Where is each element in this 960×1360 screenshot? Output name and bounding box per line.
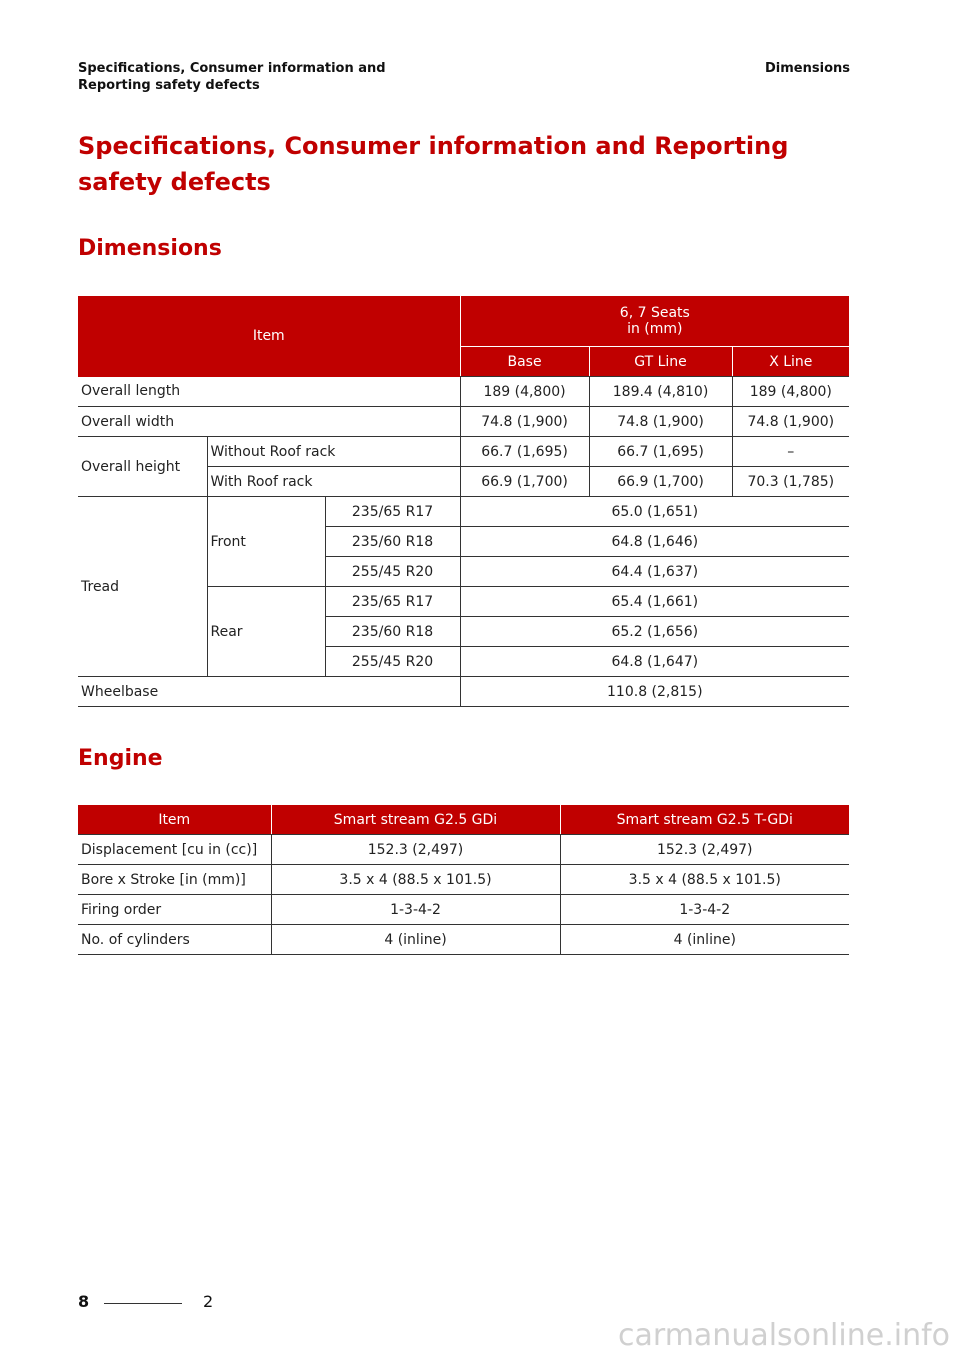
table-row xyxy=(78,407,849,437)
dimensions-header-x-line: X Line xyxy=(732,347,849,377)
cell-g25-tgdi: 3.5 x 4 (88.5 x 101.5) xyxy=(560,865,849,895)
row-label: Firing order xyxy=(78,895,271,925)
cell-value: 110.8 (2,815) xyxy=(460,677,849,707)
table-row xyxy=(78,865,849,895)
running-header-line1: Specifications, Consumer information and xyxy=(78,61,386,76)
cell-gt-line: 66.9 (1,700) xyxy=(589,467,732,497)
cell-g25-tgdi: 4 (inline) xyxy=(560,925,849,955)
cell-value: 64.8 (1,646) xyxy=(460,527,849,557)
dimensions-heading: Dimensions xyxy=(78,236,222,261)
cell-base: 189 (4,800) xyxy=(460,377,589,407)
table-row xyxy=(78,835,849,865)
cell-tire-size: 255/45 R20 xyxy=(325,647,460,677)
engine-header-g25-gdi: Smart stream G2.5 GDi xyxy=(271,805,560,835)
cell-x-line: 74.8 (1,900) xyxy=(732,407,849,437)
cell-tire-size: 255/45 R20 xyxy=(325,557,460,587)
cell-value: 65.2 (1,656) xyxy=(460,617,849,647)
engine-header-row xyxy=(78,805,849,835)
cell-value: 65.0 (1,651) xyxy=(460,497,849,527)
table-row xyxy=(78,895,849,925)
dimensions-header-base: Base xyxy=(460,347,589,377)
cell-value: 64.4 (1,637) xyxy=(460,557,849,587)
dimensions-header-row xyxy=(78,296,849,347)
page-title: Specifications, Consumer information and Reporting safety defects xyxy=(78,132,789,196)
footer-divider xyxy=(104,1303,182,1304)
cell-g25-gdi: 3.5 x 4 (88.5 x 101.5) xyxy=(271,865,560,895)
table-row xyxy=(78,497,849,527)
cell-base: 74.8 (1,900) xyxy=(460,407,589,437)
row-sublabel: With Roof rack xyxy=(207,467,460,497)
engine-header-item: Item xyxy=(78,805,271,835)
footer-page-number: 2 xyxy=(203,1292,214,1311)
row-sublabel: Front xyxy=(207,497,325,587)
running-header-line2: Reporting safety defects xyxy=(78,78,260,93)
engine-table xyxy=(78,805,849,955)
table-row xyxy=(78,677,849,707)
row-label: Displacement [cu in (cc)] xyxy=(78,835,271,865)
row-sublabel: Without Roof rack xyxy=(207,437,460,467)
cell-g25-tgdi: 152.3 (2,497) xyxy=(560,835,849,865)
dimensions-header-group xyxy=(460,296,849,347)
cell-gt-line: 66.7 (1,695) xyxy=(589,437,732,467)
engine-heading: Engine xyxy=(78,746,163,771)
cell-g25-gdi: 4 (inline) xyxy=(271,925,560,955)
row-label: Wheelbase xyxy=(78,677,460,707)
engine-header-g25-tgdi: Smart stream G2.5 T-GDi xyxy=(560,805,849,835)
cell-base: 66.9 (1,700) xyxy=(460,467,589,497)
row-label: Overall height xyxy=(78,437,207,497)
cell-tire-size: 235/65 R17 xyxy=(325,587,460,617)
cell-g25-gdi: 1-3-4-2 xyxy=(271,895,560,925)
cell-value: 64.8 (1,647) xyxy=(460,647,849,677)
dimensions-header-item: Item xyxy=(78,296,460,377)
dimensions-header-group-line1: 6, 7 Seats xyxy=(619,305,690,321)
cell-gt-line: 189.4 (4,810) xyxy=(589,377,732,407)
cell-g25-tgdi: 1-3-4-2 xyxy=(560,895,849,925)
footer-chapter-number: 8 xyxy=(78,1292,90,1311)
table-row xyxy=(78,925,849,955)
cell-tire-size: 235/60 R18 xyxy=(325,617,460,647)
cell-x-line: – xyxy=(732,437,849,467)
cell-base: 66.7 (1,695) xyxy=(460,437,589,467)
row-label: Overall width xyxy=(78,407,460,437)
watermark: carmanualsonline.info xyxy=(618,1318,950,1353)
row-label: Tread xyxy=(78,497,207,677)
cell-gt-line: 74.8 (1,900) xyxy=(589,407,732,437)
table-row xyxy=(78,377,849,407)
row-label: Bore x Stroke [in (mm)] xyxy=(78,865,271,895)
row-sublabel: Rear xyxy=(207,587,325,677)
cell-g25-gdi: 152.3 (2,497) xyxy=(271,835,560,865)
row-label: Overall length xyxy=(78,377,460,407)
running-header-topic: Dimensions xyxy=(765,61,850,76)
dimensions-table xyxy=(78,296,849,707)
running-header-section xyxy=(78,60,438,94)
table-row xyxy=(78,437,849,467)
cell-x-line: 189 (4,800) xyxy=(732,377,849,407)
cell-tire-size: 235/65 R17 xyxy=(325,497,460,527)
row-label: No. of cylinders xyxy=(78,925,271,955)
dimensions-header-group-line2: in (mm) xyxy=(627,321,683,337)
cell-x-line: 70.3 (1,785) xyxy=(732,467,849,497)
cell-value: 65.4 (1,661) xyxy=(460,587,849,617)
cell-tire-size: 235/60 R18 xyxy=(325,527,460,557)
dimensions-header-gt-line: GT Line xyxy=(589,347,732,377)
